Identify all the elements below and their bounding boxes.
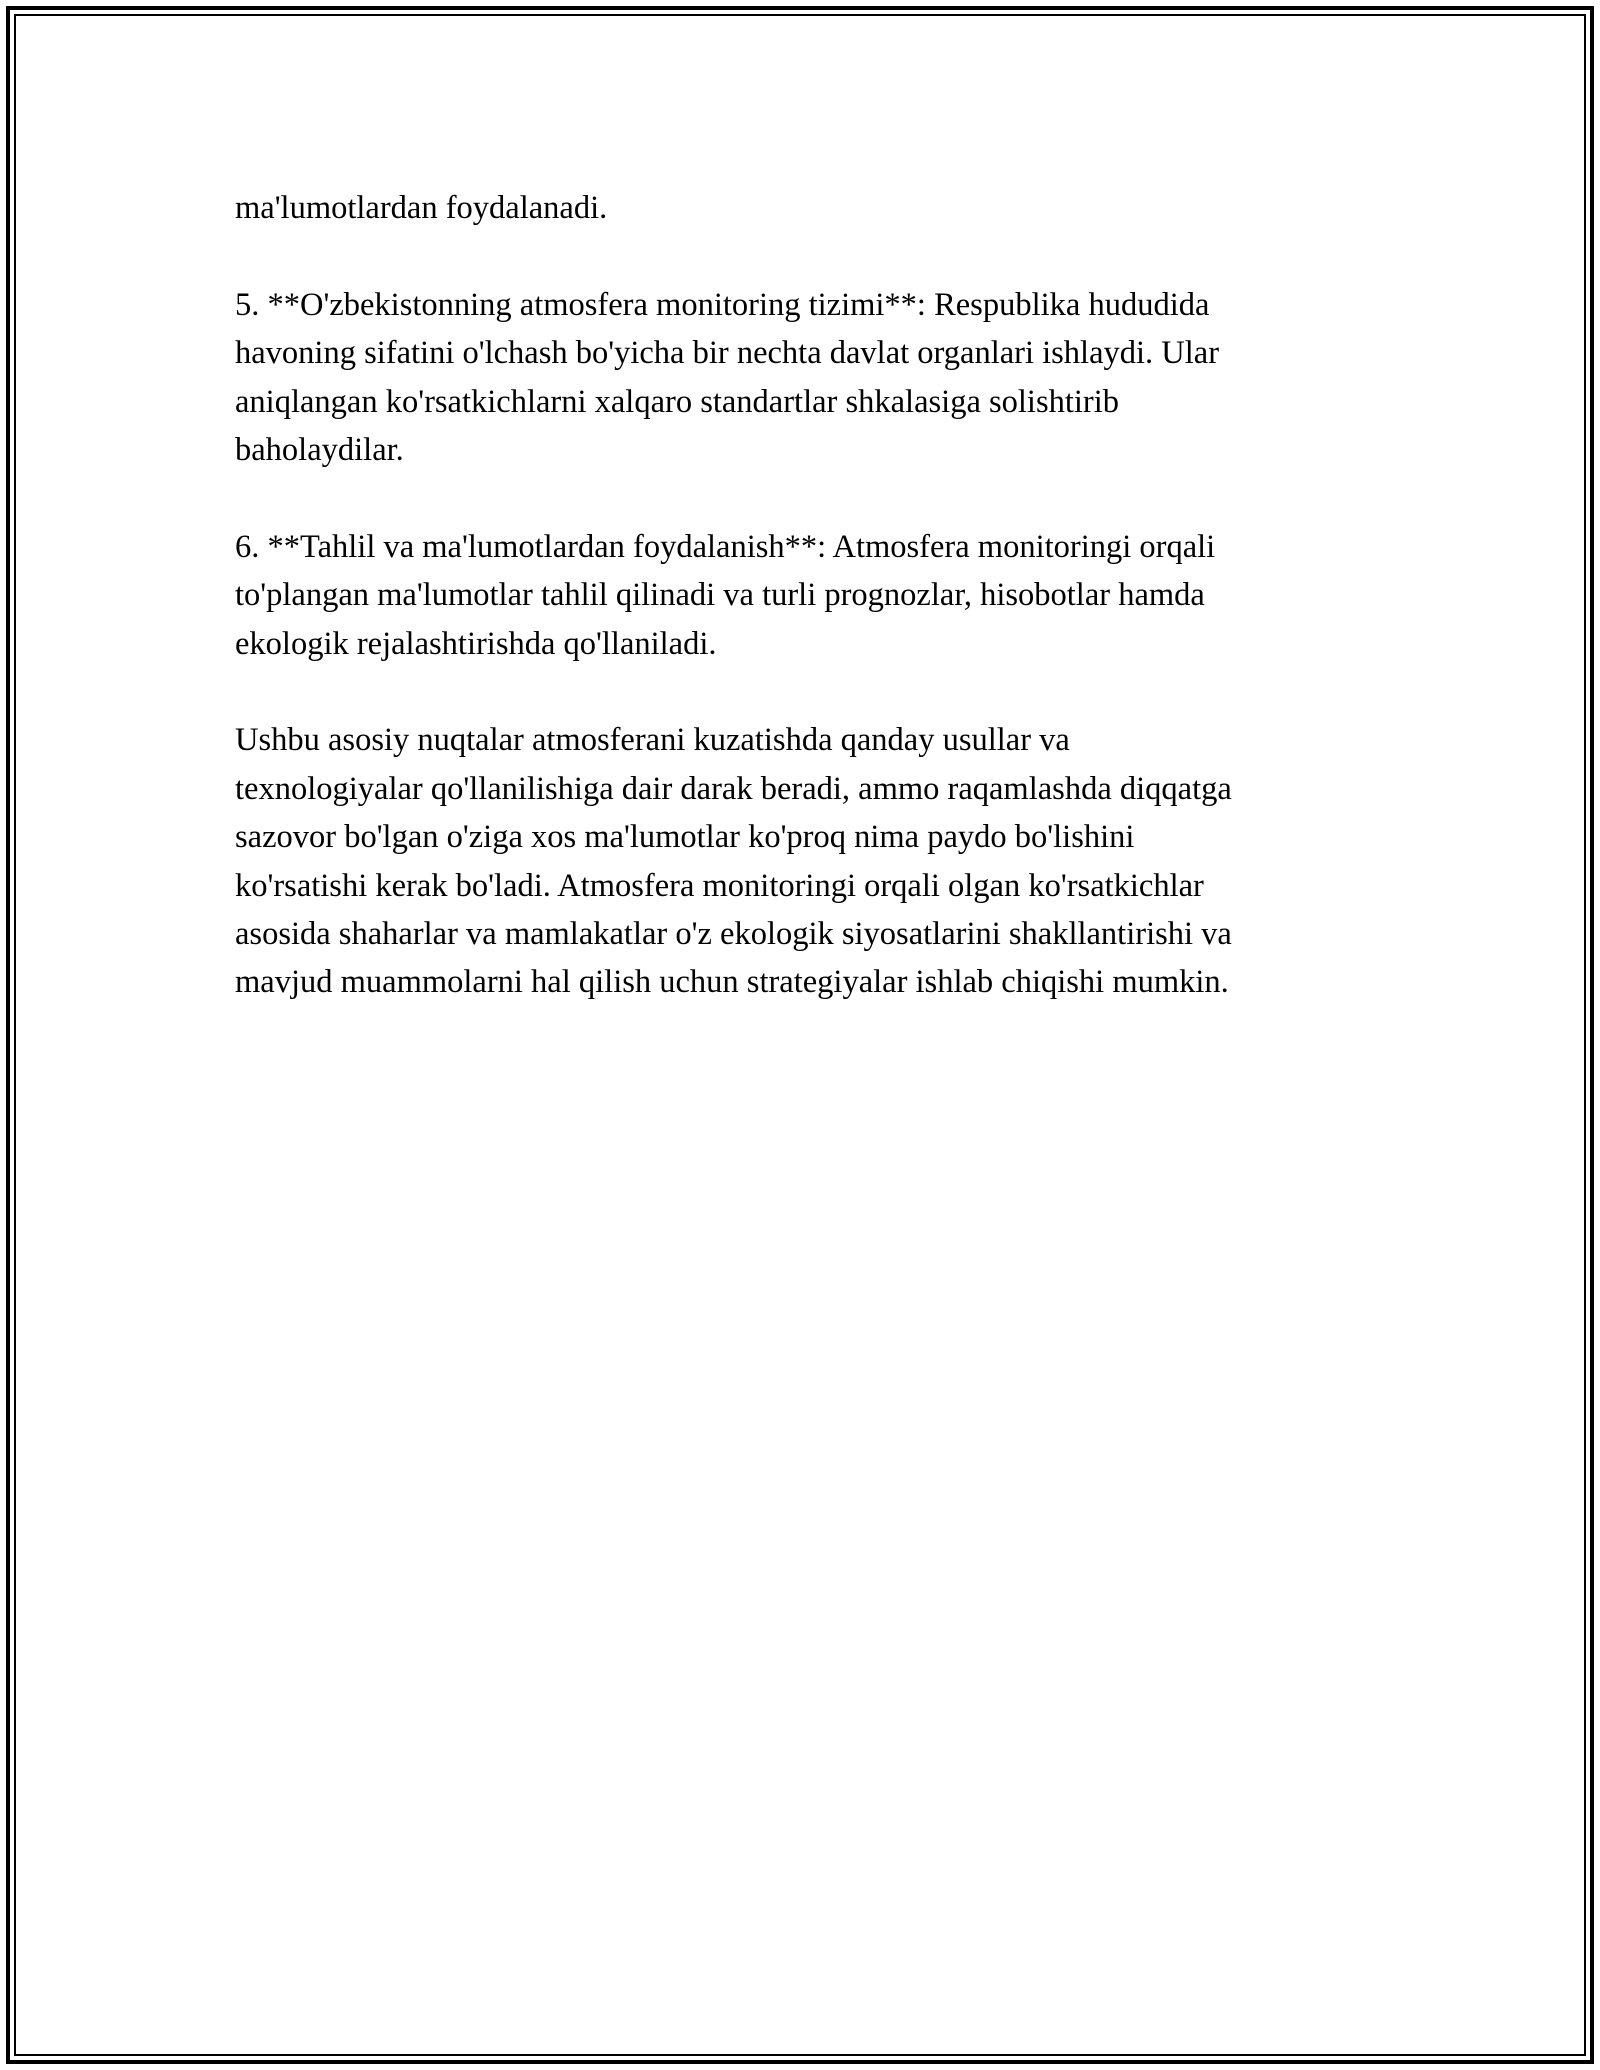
text-line: aniqlangan ko'rsatkichlarni xalqaro standartlar shkalasiga solishtirib [235, 383, 1120, 420]
paragraph-item-6 [235, 523, 1395, 668]
text-line: asosida shaharlar va mamlakatlar o'z ekologik siyosatlarini shakllantirishi va [235, 916, 1232, 953]
paragraph-conclusion [235, 716, 1395, 1006]
text-line: texnologiyalar qo'llanilishiga dair darak beradi, ammo raqamlashda diqqatga [235, 770, 1232, 807]
paragraph-item-5 [235, 281, 1395, 475]
text-line: baholaydilar. [235, 432, 404, 469]
text-line: Ushbu asosiy nuqtalar atmosferani kuzatishda qanday usullar va [235, 722, 1070, 759]
text-line: sazovor bo'lgan o'ziga xos ma'lumotlar ko'proq nima paydo bo'lishini [235, 819, 1135, 856]
text-line: ma'lumotlardan foydalanadi. [235, 190, 608, 226]
text-line: havoning sifatini o'lchash bo'yicha bir nechta davlat organlari ishlaydi. Ular [235, 335, 1220, 372]
text-line: ko'rsatishi kerak bo'ladi. Atmosfera monitoringi orqali olgan ko'rsatkichlar [235, 867, 1204, 904]
text-line: mavjud muammolarni hal qilish uchun strategiyalar ishlab chiqishi mumkin. [235, 964, 1229, 1001]
paragraph-continuation [235, 184, 1395, 232]
text-line: ekologik rejalashtirishda qo'llaniladi. [235, 625, 717, 662]
text-line: 6. **Tahlil va ma'lumotlardan foydalanish**: Atmosfera monitoringi orqali [235, 528, 1216, 565]
document-body [235, 184, 1395, 1007]
text-line: 5. **O'zbekistonning atmosfera monitoring tizimi**: Respublika hududida [235, 286, 1210, 323]
text-line: to'plangan ma'lumotlar tahlil qilinadi va turli prognozlar, hisobotlar hamda [235, 577, 1205, 614]
